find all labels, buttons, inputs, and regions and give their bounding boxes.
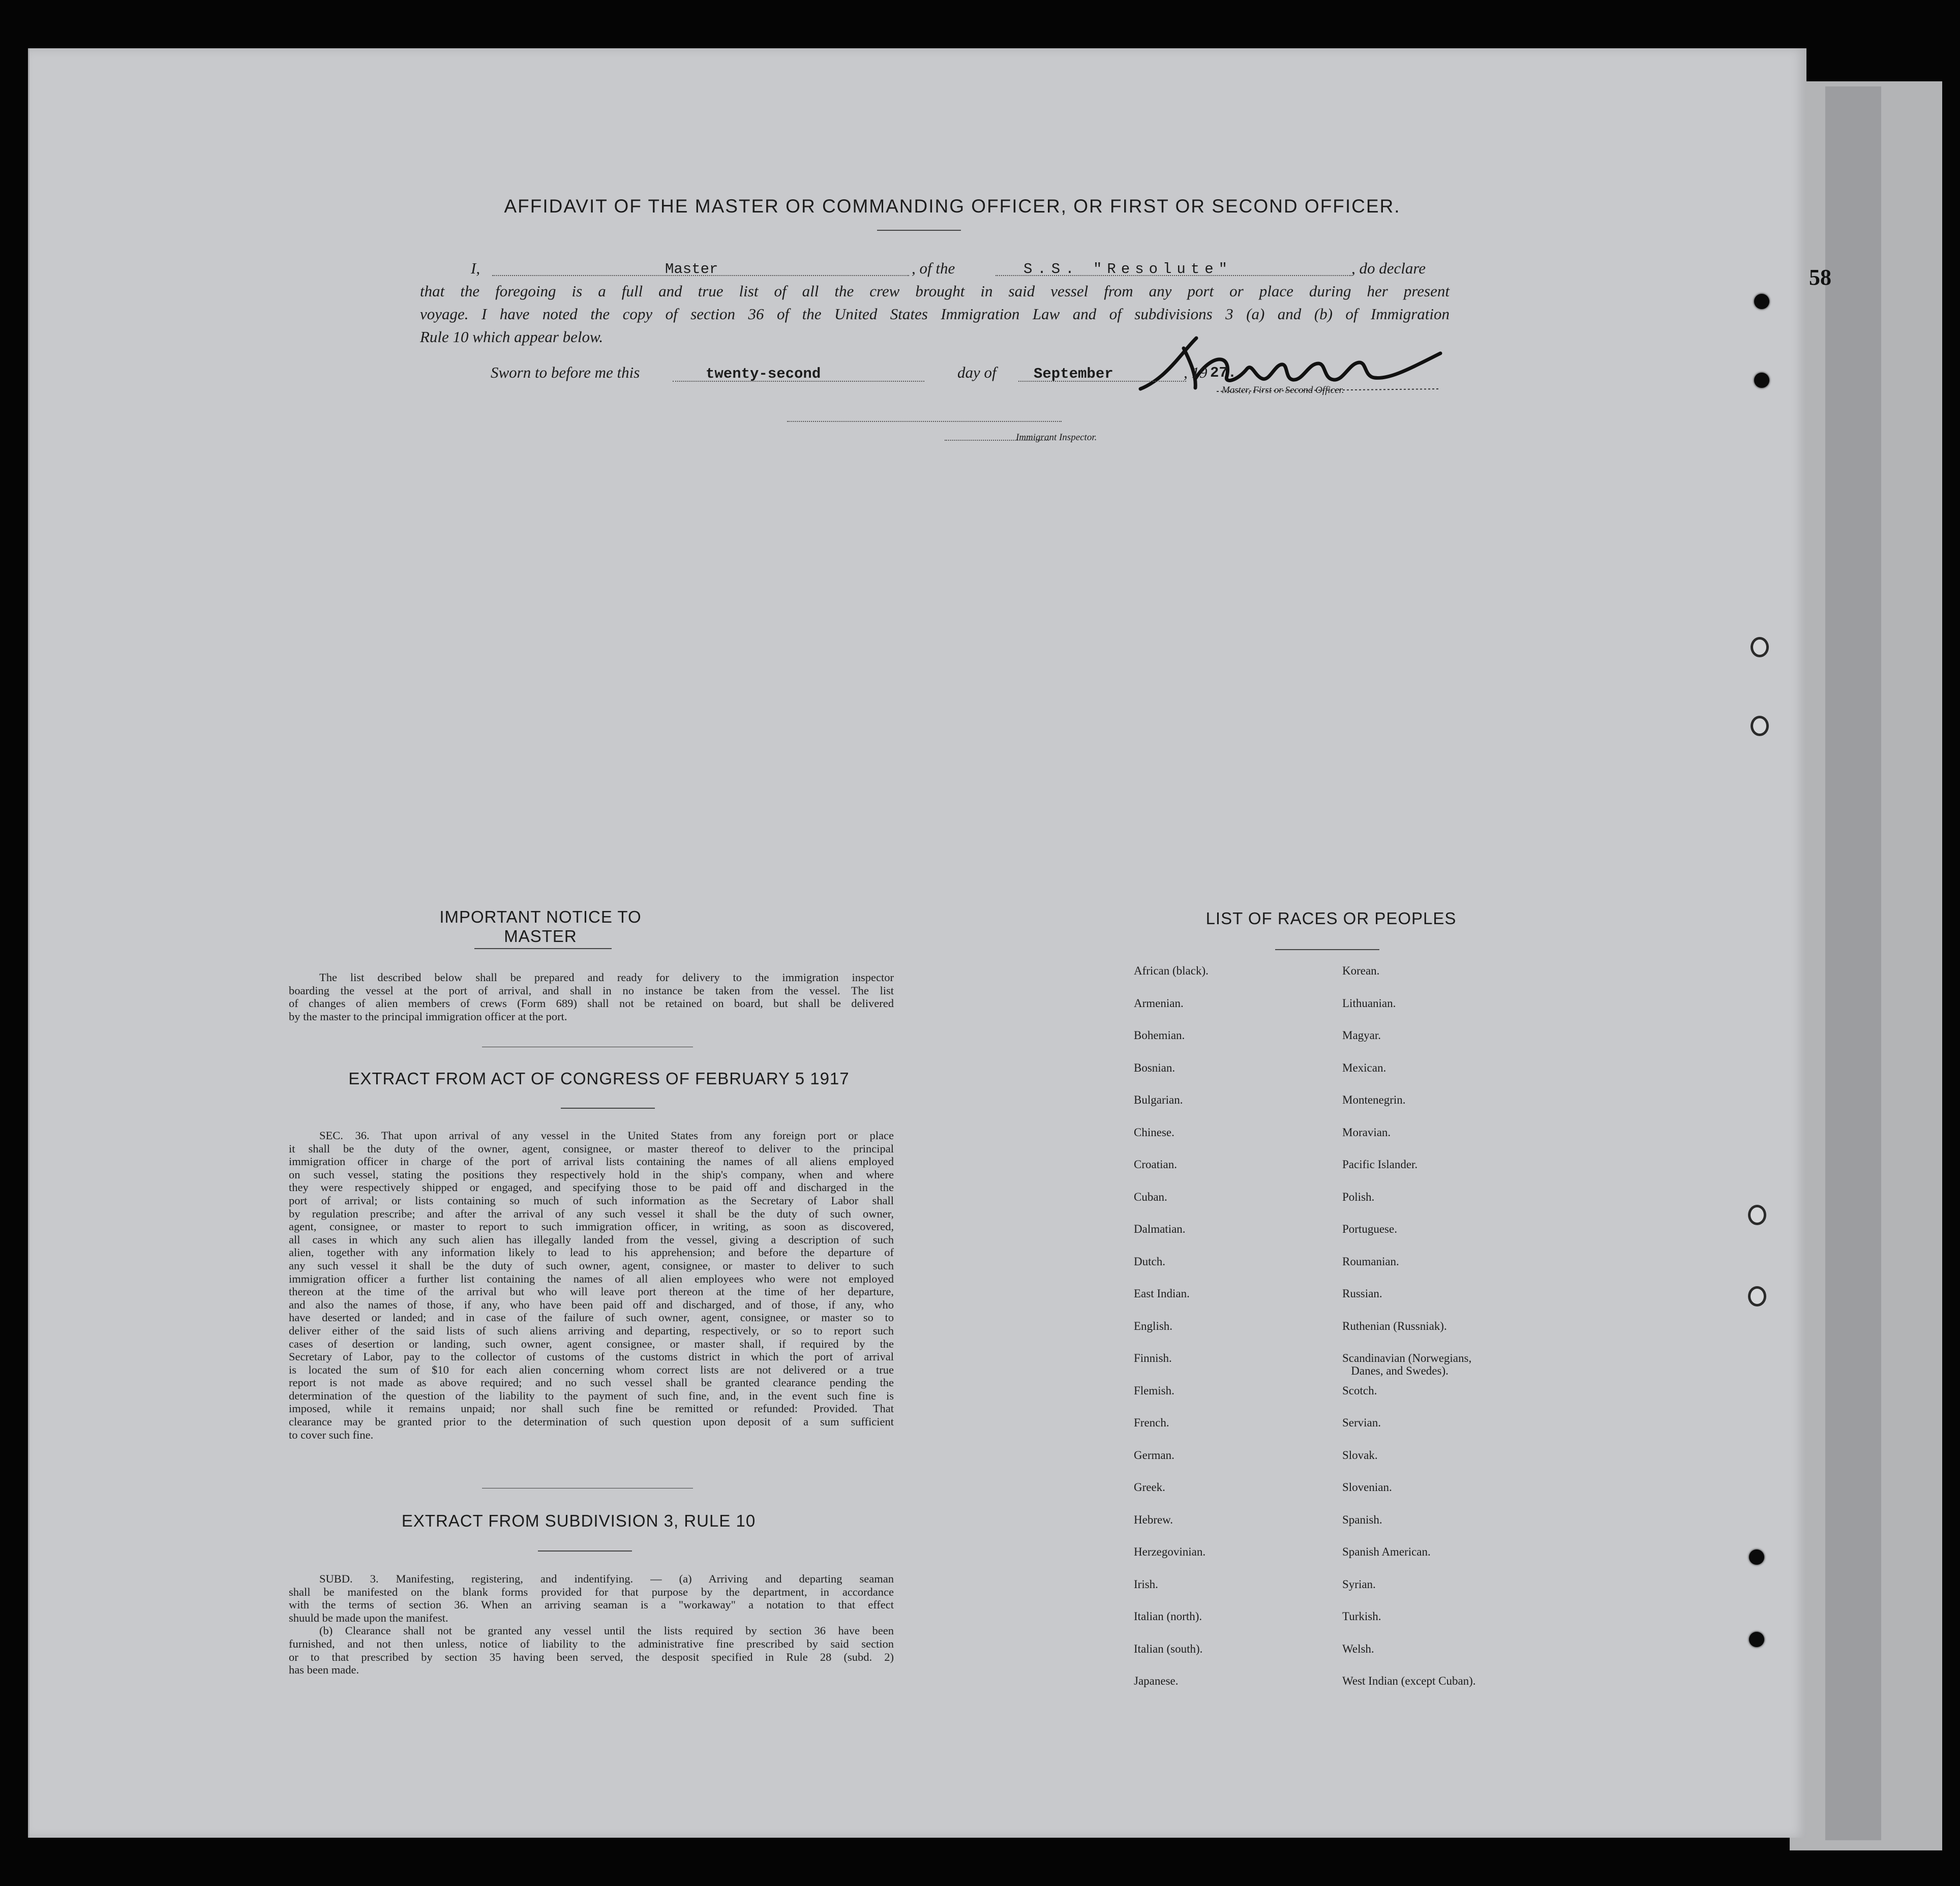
affidavit-line-2: that the foregoing is a full and true list of all the crew brought in said vessel from any port or place during her present: [420, 282, 1450, 300]
race-item: Korean.: [1342, 964, 1380, 977]
act-line: imposed, while it remains unpaid; nor shall such fine be remitted or refunded: Provided. That: [289, 1402, 894, 1415]
year-suffix: 27.: [1210, 364, 1237, 381]
notice-title: IMPORTANT NOTICE TO MASTER: [439, 907, 642, 946]
race-item: Bulgarian.: [1134, 1093, 1183, 1106]
act-line: report is not made as above required; and no such vessel shall be granted clearance pending the: [289, 1376, 894, 1389]
race-item: Finnish.: [1134, 1352, 1172, 1364]
divider: [538, 1550, 632, 1552]
act-line: clearance may be granted prior to the determination of such question upon deposit of a sum sufficient: [289, 1415, 894, 1428]
rule-line: furnished, and not then unless, notice of liability to the administrative fine prescribed by said section: [289, 1637, 894, 1650]
race-item: Greek.: [1134, 1481, 1165, 1494]
race-item: Slovak.: [1342, 1448, 1378, 1462]
race-item: Syrian.: [1342, 1577, 1376, 1591]
act-line: they were respectively shipped or engaged, and specifying those to be paid off and discharged in the: [289, 1181, 894, 1194]
race-item: Russian.: [1342, 1287, 1382, 1300]
race-item: Spanish American.: [1342, 1545, 1431, 1558]
divider: [561, 1108, 655, 1109]
affidavit-title: AFFIDAVIT OF THE MASTER OR COMMANDING OFFICER, OR FIRST OR SECOND OFFICER.: [504, 196, 1401, 217]
act-line: determination of the question of the liability to the payment of such fine, and, in the event such fine is: [289, 1389, 894, 1402]
act-line: all cases in which any such alien has illegally landed from the vessel, giving a description of such: [289, 1233, 894, 1246]
rule-line: has been made.: [289, 1663, 359, 1677]
race-item: Turkish.: [1342, 1610, 1381, 1623]
binder-hole: [1749, 1632, 1764, 1647]
race-item: English.: [1134, 1319, 1173, 1332]
binder-hole: [1751, 637, 1769, 657]
rule-line: (b) Clearance shall not be granted any vessel until the lists required by section 36 have been: [319, 1624, 894, 1637]
act-line: is located the sum of $10 for each alien concerning whom correct lists are not delivered or a true: [289, 1363, 894, 1376]
affidavit-line-3: voyage. I have noted the copy of section 36 of the United States Immigration Law and of subdivisions 3 (a) and (b) of Immigration: [420, 305, 1450, 323]
race-item: Mexican.: [1342, 1061, 1386, 1074]
race-item: Lithuanian.: [1342, 996, 1396, 1010]
year-prefix: , 19: [1184, 363, 1208, 381]
act-line: agent, consignee, or master to report to such immigration officer, in writing, as soon as discovered,: [289, 1220, 894, 1233]
act-line: it shall be the duty of the owner, agent, consignee, or master thereof to deliver to the principal: [289, 1142, 894, 1155]
sworn-label: Sworn to before me this: [491, 363, 640, 381]
races-title: LIST OF RACES OR PEOPLES: [1205, 909, 1457, 928]
race-item: West Indian (except Cuban).: [1342, 1675, 1476, 1687]
race-item: African (black).: [1134, 964, 1209, 977]
act-line: immigration officer a further list containing the names of all alien employees who were not employed: [289, 1272, 894, 1285]
binder-hole: [1749, 1549, 1764, 1565]
race-item: Armenian.: [1134, 996, 1184, 1010]
binder-hole: [1754, 294, 1769, 309]
race-item: Spanish.: [1342, 1513, 1382, 1526]
race-item: Magyar.: [1342, 1029, 1381, 1042]
act-line: immigration officer in charge of the port of arrival lists containing the names of all aliens employed: [289, 1155, 894, 1168]
races-left-column: [1134, 964, 1209, 1707]
page-number: 58: [1809, 265, 1831, 290]
rule-line: SUBD. 3. Manifesting, registering, and indentifying. — (a) Arriving and departing seaman: [319, 1572, 894, 1585]
affidavit-line-4: Rule 10 which appear below.: [420, 328, 604, 346]
binder-hole: [1754, 373, 1769, 388]
races-right-column: [1342, 964, 1476, 1707]
race-item: Pacific Islander.: [1342, 1158, 1418, 1171]
rule-line: shuuld be made upon the manifest.: [289, 1611, 448, 1624]
race-item: Cuban.: [1134, 1190, 1167, 1203]
race-item: Italian (north).: [1134, 1610, 1202, 1623]
race-item: Hebrew.: [1134, 1513, 1173, 1526]
divider: [1275, 949, 1379, 950]
race-item: Servian.: [1342, 1416, 1381, 1429]
act-line: to cover such fine.: [289, 1428, 374, 1441]
rule-line: or to that prescribed by section 35 having been served, the desposit specified in Rule 28 (subd. 2): [289, 1650, 894, 1663]
act-line: deliver either of the said lists of such aliens arriving and departing, respectively, or so to report such: [289, 1324, 894, 1337]
race-item: French.: [1134, 1416, 1169, 1429]
act-line: thereon at the time of the arrival but who will leave port thereon at the time of her departure,: [289, 1285, 894, 1298]
inspector-caption: Immigrant Inspector.: [1016, 432, 1097, 443]
act-line: by regulation prescribe; and after the arrival of any such vessel it shall be the duty of such owner,: [289, 1207, 894, 1220]
signature-caption: Master, First or Second Officer.: [1222, 385, 1344, 396]
do-declare-label: , do declare: [1351, 259, 1426, 277]
race-item: Italian (south).: [1134, 1642, 1203, 1655]
race-item: Bohemian.: [1134, 1029, 1185, 1042]
act-text: [289, 1129, 894, 1441]
notice-text: [289, 971, 894, 1023]
sworn-day: twenty-second: [706, 366, 821, 382]
divider: [877, 230, 961, 231]
race-item: Roumanian.: [1342, 1255, 1399, 1268]
race-item: Dutch.: [1134, 1255, 1165, 1268]
race-item: East Indian.: [1134, 1287, 1190, 1300]
rule-text: [289, 1572, 894, 1677]
i-label: I,: [471, 259, 480, 277]
rule-title: EXTRACT FROM SUBDIVISION 3, RULE 10: [401, 1511, 756, 1530]
race-item: Dalmatian.: [1134, 1223, 1186, 1235]
race-item: German.: [1134, 1448, 1174, 1462]
race-item: Scotch.: [1342, 1384, 1377, 1397]
act-title: EXTRACT FROM ACT OF CONGRESS OF FEBRUARY 5 1917: [348, 1069, 850, 1088]
act-line: port of arrival; or lists containing so much of such information as the Secretary of Labor shall: [289, 1194, 894, 1207]
race-item: Japanese.: [1134, 1675, 1179, 1687]
act-line: any such vessel it shall be the duty of such owner, agent, consignee, or master to deliver to such: [289, 1259, 894, 1272]
race-item: Polish.: [1342, 1190, 1375, 1203]
race-item: Bosnian.: [1134, 1061, 1175, 1074]
notice-line: by the master to the principal immigration officer at the port.: [289, 1010, 567, 1023]
binder-hole: [1748, 1286, 1766, 1306]
act-line: on such vessel, stating the positions they respectively hold in the ship's company, when and where: [289, 1168, 894, 1181]
underlying-sheet-edge: [1825, 86, 1881, 1840]
race-item: Welsh.: [1342, 1642, 1374, 1655]
race-item: Flemish.: [1134, 1384, 1174, 1397]
race-item: Portuguese.: [1342, 1223, 1397, 1235]
act-line: SEC. 36. That upon arrival of any vessel in the United States from any foreign port or place: [319, 1129, 894, 1142]
act-line: and also the names of those, if any, who have been paid off and discharged, and of those, if any, who: [289, 1298, 894, 1311]
race-item: Scandinavian (Norwegians, Danes, and Swedes).: [1342, 1352, 1472, 1377]
race-item: Montenegrin.: [1342, 1093, 1406, 1106]
sworn-month: September: [1034, 366, 1113, 382]
race-item: Irish.: [1134, 1577, 1158, 1591]
act-line: have deserted or landed; and in case of the failure of such owner, agent, consignee, or master so to: [289, 1311, 894, 1324]
document-page: [28, 48, 1806, 1838]
rule-line: with the terms of section 36. When an arriving seaman is a "workaway" a notation to that effect: [289, 1598, 894, 1611]
binder-hole: [1751, 716, 1769, 736]
act-line: Secretary of Labor, pay to the collector of customs of the customs district in which the port of arrival: [289, 1350, 894, 1363]
binder-hole: [1748, 1205, 1766, 1225]
notice-line: of changes of alien members of crews (Form 689) shall not be retained on board, but shall be delivered: [289, 997, 894, 1010]
of-the-label: , of the: [912, 259, 955, 277]
act-line: alien, together with any information likely to lead to his apprehension; and before the departure of: [289, 1246, 894, 1259]
divider: [474, 948, 612, 949]
act-line: cases of desertion or landing, such owner, agent consignee, or master shall, if required by the: [289, 1337, 894, 1350]
notice-line: boarding the vessel at the port of arrival, and shall in no instance be taken from the vessel. The list: [289, 984, 894, 997]
race-item: Ruthenian (Russniak).: [1342, 1319, 1447, 1332]
inspector-signature-blank: [787, 421, 1062, 422]
race-item: Moravian.: [1342, 1125, 1391, 1139]
race-item: Croatian.: [1134, 1158, 1177, 1171]
vessel-value: S.S. "Resolute": [1023, 261, 1233, 278]
race-item: Slovenian.: [1342, 1481, 1392, 1494]
day-of-label: day of: [957, 363, 997, 381]
race-item: Herzegovinian.: [1134, 1545, 1206, 1558]
notice-line: The list described below shall be prepared and ready for delivery to the immigration inspector: [319, 971, 894, 984]
race-item: Chinese.: [1134, 1125, 1174, 1139]
rank-value: Master: [665, 261, 718, 278]
rule-line: shall be manifested on the blank forms provided for that purpose by the department, in accordance: [289, 1585, 894, 1598]
